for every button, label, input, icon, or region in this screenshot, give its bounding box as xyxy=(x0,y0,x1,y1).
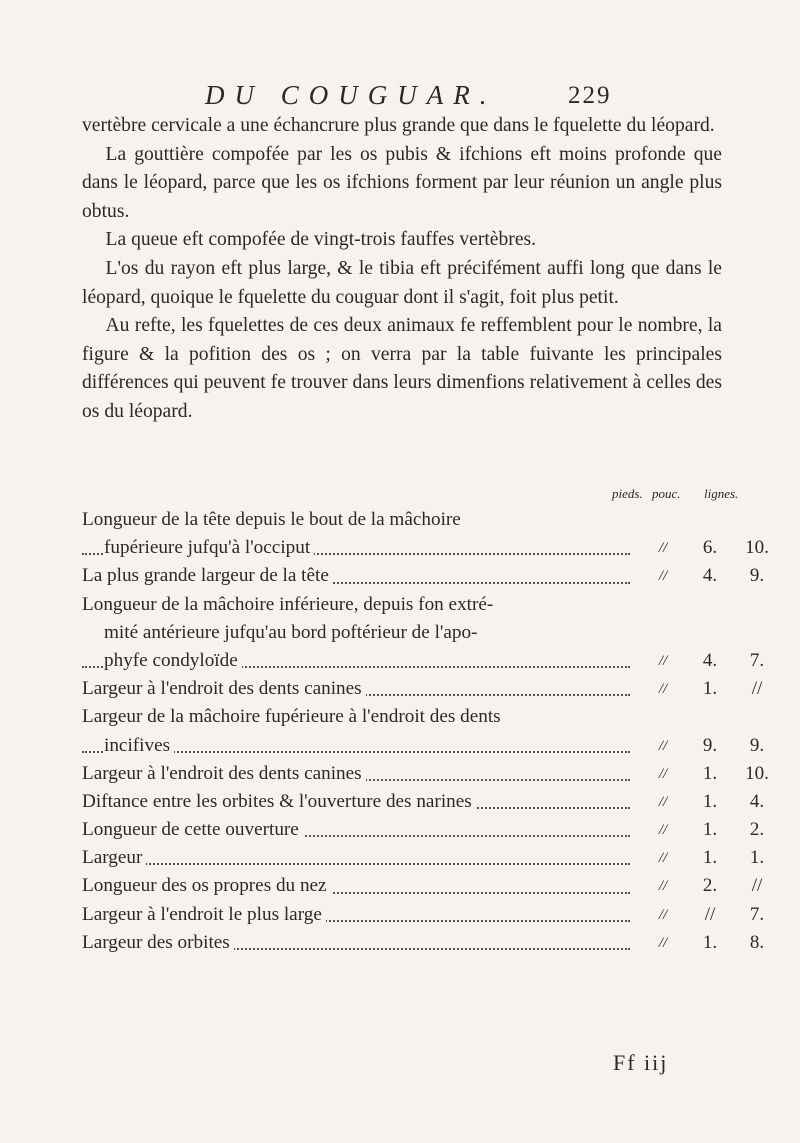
value-lignes: 9. xyxy=(749,734,765,756)
row-description-text: Longueur des os propres du nez xyxy=(82,875,331,896)
value-pouces: 4. xyxy=(702,565,718,587)
running-title: DU COUGUAR. xyxy=(205,80,497,110)
row-description-text: Diftance entre les orbites & l'ouverture des narines xyxy=(82,791,476,812)
paragraph: vertèbre cervicale a une échancrure plus grande que dans le fquelette du léopard. xyxy=(82,115,715,136)
row-description-line xyxy=(82,788,630,816)
table-row xyxy=(82,872,782,900)
row-description-text: Largeur à l'endroit des dents canines xyxy=(82,678,366,699)
column-header-lignes: lignes. xyxy=(704,486,739,501)
paragraph: La gouttière compofée par les os pubis & ifchions eft moins profonde que dans le léopard, parce que les os ifchions forment par leur réunion un angle plus obtus. xyxy=(82,143,722,222)
table-row xyxy=(82,675,782,703)
body-text xyxy=(82,112,722,427)
row-description xyxy=(82,760,630,788)
row-description-line xyxy=(82,901,630,929)
value-pieds: // xyxy=(658,934,668,951)
row-description-text: Longueur de la tête depuis le bout de la mâchoire xyxy=(82,509,465,530)
row-description-text: Largeur des orbites xyxy=(82,932,234,953)
row-description-line xyxy=(82,591,630,619)
row-description-text: Largeur à l'endroit des dents canines xyxy=(82,763,366,784)
row-description-line xyxy=(82,562,630,590)
row-description xyxy=(82,816,630,844)
row-description-text: Largeur de la mâchoire fupérieure à l'endroit des dents xyxy=(82,706,505,727)
row-description-text: Longueur de la mâchoire inférieure, depuis fon extré- xyxy=(82,594,497,615)
row-description-text: phyfe condyloïde xyxy=(104,650,242,671)
row-description xyxy=(82,703,630,759)
row-description xyxy=(82,562,630,590)
table-row xyxy=(82,703,782,759)
paragraph: Au refte, les fquelettes de ces deux animaux fe reffemblent pour le nombre, la figure & la pofition des os ; on verra par la table fuivante les principales différences qui peuvent fe trouver dans leurs dimenfions relativement à celles des os du léopard. xyxy=(82,315,722,422)
value-pouces: 1. xyxy=(702,678,718,700)
value-pieds: // xyxy=(658,906,668,923)
table-row xyxy=(82,816,782,844)
value-lignes: 7. xyxy=(749,649,765,671)
value-pouces: 1. xyxy=(702,790,718,812)
table-row xyxy=(82,901,782,929)
row-description-text: Largeur à l'endroit le plus large xyxy=(82,904,326,925)
value-pouces: 2. xyxy=(702,875,718,897)
row-description-line xyxy=(82,534,630,562)
value-lignes: 10. xyxy=(745,537,769,559)
value-lignes: // xyxy=(751,875,763,897)
value-pieds: // xyxy=(658,822,668,839)
row-description-text: mité antérieure jufqu'au bord poftérieur de l'apo- xyxy=(104,622,481,643)
row-description xyxy=(82,675,630,703)
table-row xyxy=(82,591,782,676)
row-description-line xyxy=(82,929,630,957)
value-pouces: 1. xyxy=(702,847,718,869)
value-lignes: 7. xyxy=(749,903,765,925)
row-description-text: fupérieure jufqu'à l'occiput xyxy=(104,537,314,558)
table-row xyxy=(82,506,782,562)
value-pieds: // xyxy=(658,765,668,782)
row-description-line xyxy=(82,506,630,534)
table-row xyxy=(82,788,782,816)
row-description-line xyxy=(82,872,630,900)
value-lignes: 9. xyxy=(749,565,765,587)
row-description-text: La plus grande largeur de la tête xyxy=(82,565,333,586)
value-lignes: 1. xyxy=(749,847,765,869)
row-description-line xyxy=(82,760,630,788)
row-description-line xyxy=(82,816,630,844)
row-description xyxy=(82,844,630,872)
row-description-line xyxy=(82,732,630,760)
column-header-pouces: pouc. xyxy=(652,486,681,501)
row-description xyxy=(82,788,630,816)
row-description xyxy=(82,901,630,929)
table-row xyxy=(82,760,782,788)
value-pieds: // xyxy=(658,850,668,867)
row-description xyxy=(82,591,630,676)
value-pieds: // xyxy=(658,652,668,669)
value-lignes: 10. xyxy=(745,762,769,784)
page-number: 229 xyxy=(568,82,612,109)
value-pieds: // xyxy=(658,681,668,698)
value-lignes: // xyxy=(751,678,763,700)
row-description-line xyxy=(82,619,630,647)
value-pouces: 4. xyxy=(702,649,718,671)
value-pouces: 6. xyxy=(702,537,718,559)
table-row xyxy=(82,844,782,872)
value-lignes: 4. xyxy=(749,790,765,812)
value-lignes: 2. xyxy=(749,819,765,841)
table-row xyxy=(82,562,782,590)
row-description-line xyxy=(82,844,630,872)
value-pieds: // xyxy=(658,737,668,754)
row-description-text: incifives xyxy=(104,735,174,756)
column-header-pieds: pieds. xyxy=(612,486,643,501)
row-description-text: Longueur de cette ouverture xyxy=(82,819,303,840)
value-pieds: // xyxy=(658,793,668,810)
table-row xyxy=(82,929,782,957)
value-pieds: // xyxy=(658,878,668,895)
row-description-line xyxy=(82,647,630,675)
row-description-line xyxy=(82,703,630,731)
value-pouces: 1. xyxy=(702,819,718,841)
measurement-table xyxy=(82,506,782,957)
value-pouces: 1. xyxy=(702,762,718,784)
row-description-text: Largeur xyxy=(82,847,146,868)
row-description xyxy=(82,506,630,562)
row-description xyxy=(82,872,630,900)
value-lignes: 8. xyxy=(749,931,765,953)
paragraph: La queue eft compofée de vingt-trois fauffes vertèbres. xyxy=(105,229,537,251)
table-column-headers xyxy=(612,486,752,506)
value-pieds: // xyxy=(658,540,668,557)
value-pouces: 1. xyxy=(702,931,718,953)
row-description xyxy=(82,929,630,957)
value-pouces: // xyxy=(704,903,716,925)
signature-mark: Ff iij xyxy=(613,1050,669,1075)
value-pouces: 9. xyxy=(702,734,718,756)
row-description-line xyxy=(82,675,630,703)
leader-dots xyxy=(82,863,630,865)
paragraph: L'os du rayon eft plus large, & le tibia eft précifément auffi long que dans le léopard, quoique le fquelette du couguar dont il s'agit, foit plus petit. xyxy=(82,257,722,308)
value-pieds: // xyxy=(658,568,668,585)
